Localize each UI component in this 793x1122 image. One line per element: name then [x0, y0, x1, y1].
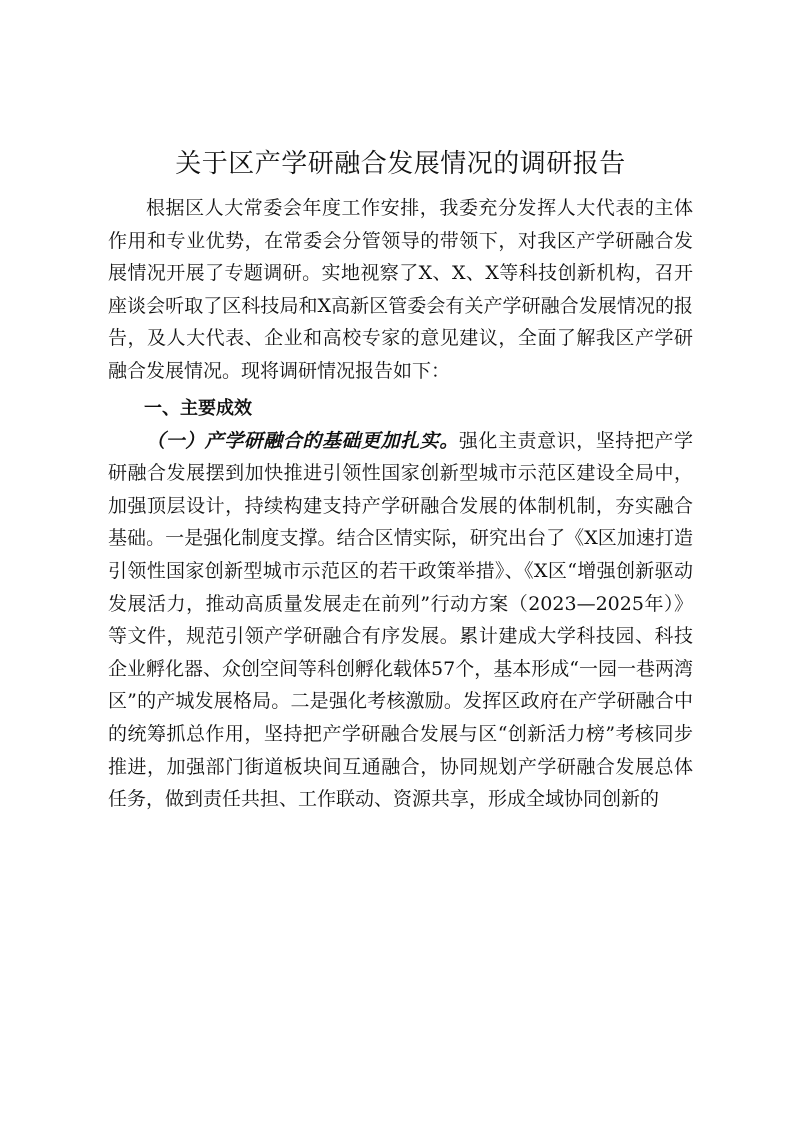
subsection-heading-foundation: （一）产学研融合的基础更加扎实。 — [146, 429, 459, 452]
page-title: 关于区产学研融合发展情况的调研报告 — [175, 149, 626, 179]
subsection-body-text: 强化主责意识，坚持把产学研融合发展摆到加快推进引领性国家创新型城市示范区建设全局中，加强顶层设计，持续构建支持产学研融合发展的体制机制，夯实融合基础。一是强化制度支撑。结合区情实际，研究出台了《X区加速打造引领性国家创新型城市示范区的若干政策举措》、《X区“增强创新驱动发展活力，推动高质量发展走在前列”行动方案（2023—2025年）》等文件，规范引领产学研融合有序发展。累计建成大学科技园、科技企业孵化器、众创空间等科创孵化载体57个，基本形成“一园一巷两湾区”的产城发展格局。二是强化考核激励。发挥区政府在产学研融合中的统筹抓总作用，坚持把产学研融合发展与区“创新活力榜”考核同步推进，加强部门街道板块间互通融合，协同规划产学研融合发展总体任务，做到责任共担、工作联动、资源共享，形成全域协同创新的 — [108, 429, 693, 811]
document-body — [108, 142, 693, 816]
section-heading-main-achievements: 一、主要成效 — [144, 397, 252, 419]
subsection-paragraph — [108, 425, 693, 816]
intro-paragraph: 根据区人大常委会年度工作安排，我委充分发挥人大代表的主体作用和专业优势，在常委会分管领导的带领下，对我区产学研融合发展情况开展了专题调研。实地视察了X、X、X等科技创新机构，召开座谈会听取了区科技局和X高新区管委会有关产学研融合发展情况的报告，及人大代表、企业和高校专家的意见建议，全面了解我区产学研融合发展情况。现将调研情况报告如下： — [108, 197, 693, 382]
